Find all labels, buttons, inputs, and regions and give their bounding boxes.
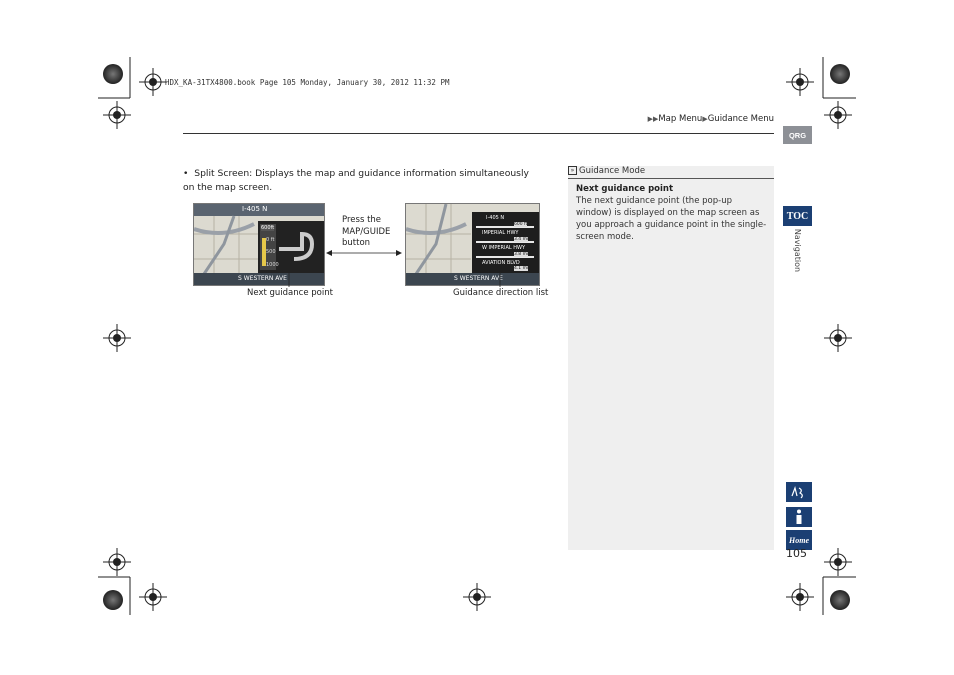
sidebar-rule	[568, 178, 774, 179]
bullet-text: Displays the map and guidance information simultaneously on the map screen.	[183, 168, 529, 193]
toc-tab[interactable]: TOC	[783, 206, 812, 226]
list-item-street: I-405 N	[486, 215, 505, 221]
list-item-dist: 4.1 mi	[514, 266, 529, 271]
breadcrumb-map-menu[interactable]: Map Menu	[658, 114, 703, 124]
qrg-tab[interactable]: QRG	[783, 126, 812, 144]
list-item-dist: 3.4 mi	[514, 237, 529, 242]
sidebar-header-text[interactable]: Guidance Mode	[579, 166, 646, 176]
sidebar-body: The next guidance point (the pop-up window) is displayed on the map screen as you approach a guidance point in the single-screen mode.	[576, 196, 767, 242]
right-bottom-street: S WESTERN AVE	[454, 275, 503, 282]
list-item-street: W IMPERIAL HWY	[482, 245, 525, 251]
left-dist: 600ft	[261, 225, 275, 231]
scale-0: 0 ft	[266, 237, 275, 243]
scale-500: 500	[266, 249, 276, 255]
file-info: HDX_KA-31TX4800.book Page 105 Monday, January 30, 2012 11:32 PM	[165, 78, 450, 87]
breadcrumb-guidance-menu[interactable]: Guidance Menu	[707, 114, 774, 124]
list-item-dist: 600 ft	[514, 222, 528, 227]
bullet-dot: •	[183, 168, 195, 179]
section-label: Navigation	[793, 228, 803, 273]
breadcrumb-arrows: ▶▶	[647, 115, 659, 123]
right-caption: Guidance direction list	[453, 288, 549, 298]
press-line-3: button	[342, 238, 371, 248]
bullet-label: Split Screen:	[194, 168, 253, 179]
left-caption: Next guidance point	[247, 288, 333, 298]
scale-1000: 1000	[266, 262, 279, 268]
page-number: 105	[786, 547, 807, 560]
sidebar-header	[568, 166, 774, 176]
left-top-street: I-405 N	[242, 205, 268, 213]
home-button[interactable]: Home	[786, 530, 812, 550]
reference-icon: »	[568, 166, 577, 175]
left-bottom-street: S WESTERN AVE	[238, 275, 287, 282]
sidebar-title: Next guidance point	[576, 184, 674, 194]
list-item-street: AVIATION BLVD	[482, 260, 520, 266]
list-item-dist: 3.8 mi	[514, 252, 529, 257]
press-button-note	[342, 215, 390, 250]
press-line-2: MAP/GUIDE	[342, 226, 391, 237]
list-item-street: IMPERIAL HWY	[482, 230, 519, 236]
press-line-1: Press the	[342, 215, 382, 225]
breadcrumb-separator: ▶	[702, 115, 708, 123]
